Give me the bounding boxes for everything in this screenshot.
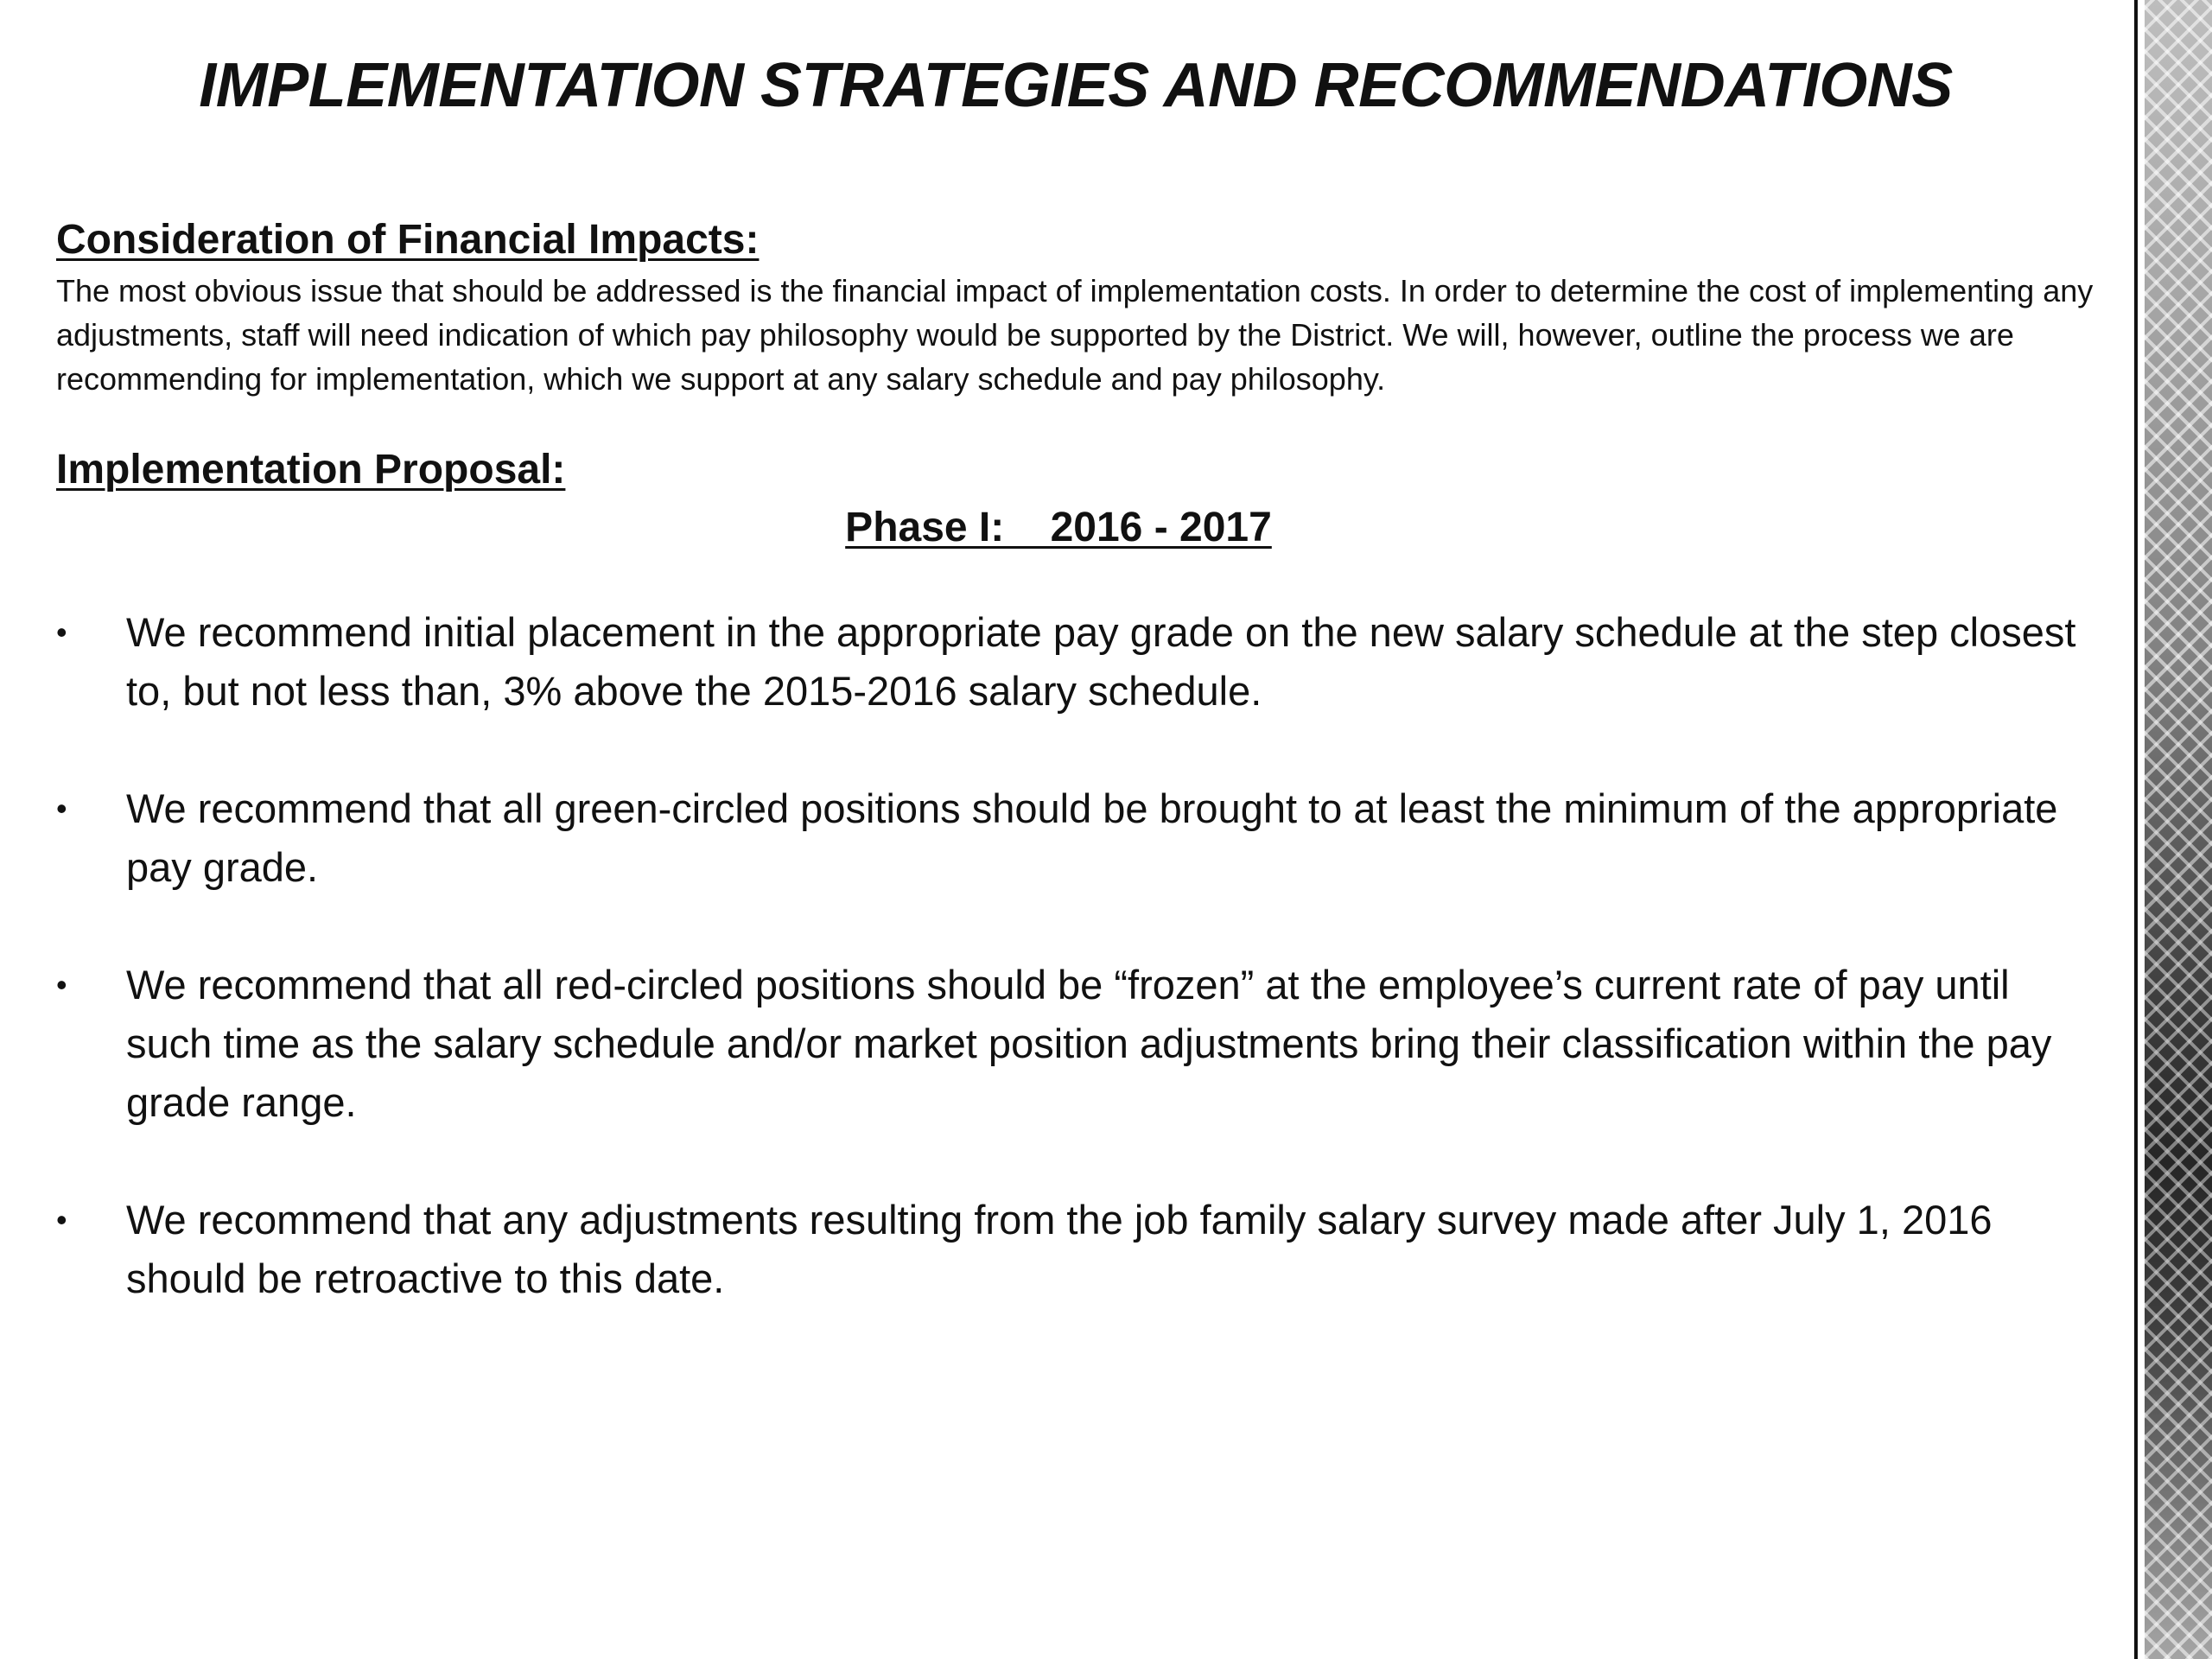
bullet-icon: • — [56, 967, 67, 1003]
list-item — [56, 779, 2095, 897]
bullet-icon: • — [56, 791, 67, 827]
slide-title: IMPLEMENTATION STRATEGIES AND RECOMMENDATIONS — [199, 51, 1953, 120]
slide-content — [56, 216, 2095, 1367]
recommendation-text: We recommend that any adjustments resulting from the job family salary survey made after July 1, 2016 should be retroactive to this date. — [126, 1197, 1993, 1302]
recommendation-list — [56, 603, 2095, 1308]
recommendation-text: We recommend that all green-circled positions should be brought to at least the minimum of the appropriate pay grade. — [126, 785, 2058, 891]
financial-impacts-heading: Consideration of Financial Impacts: — [56, 217, 760, 263]
list-item — [56, 956, 2095, 1132]
list-item — [56, 603, 2095, 721]
implementation-proposal-heading: Implementation Proposal: — [56, 447, 566, 493]
bullet-icon: • — [56, 1202, 67, 1238]
recommendation-text: We recommend that all red-circled positions should be “frozen” at the employee’s current rate of pay until such time as the salary schedule and/or market position adjustments bring their classification within the pay grade range. — [126, 962, 2052, 1126]
phase-label: Phase I: 2016 - 2017 — [845, 505, 1272, 551]
decorative-side-band — [2126, 0, 2212, 1659]
recommendation-text: We recommend initial placement in the appropriate pay grade on the new salary schedule at the step closest to, but not less than, 3% above the 2015-2016 salary schedule. — [126, 609, 2076, 715]
bullet-icon: • — [56, 614, 67, 651]
financial-impacts-paragraph: The most obvious issue that should be addressed is the financial impact of implementation costs. In order to determine the cost of implementing any adjustments, staff will need indication of which pay philosophy would be supported by the District. We will, however, outline the process we are recommending for implementation, which we support at any salary schedule and pay philosophy. — [56, 273, 2094, 397]
list-item — [56, 1191, 2095, 1308]
phase-heading — [56, 504, 2095, 551]
